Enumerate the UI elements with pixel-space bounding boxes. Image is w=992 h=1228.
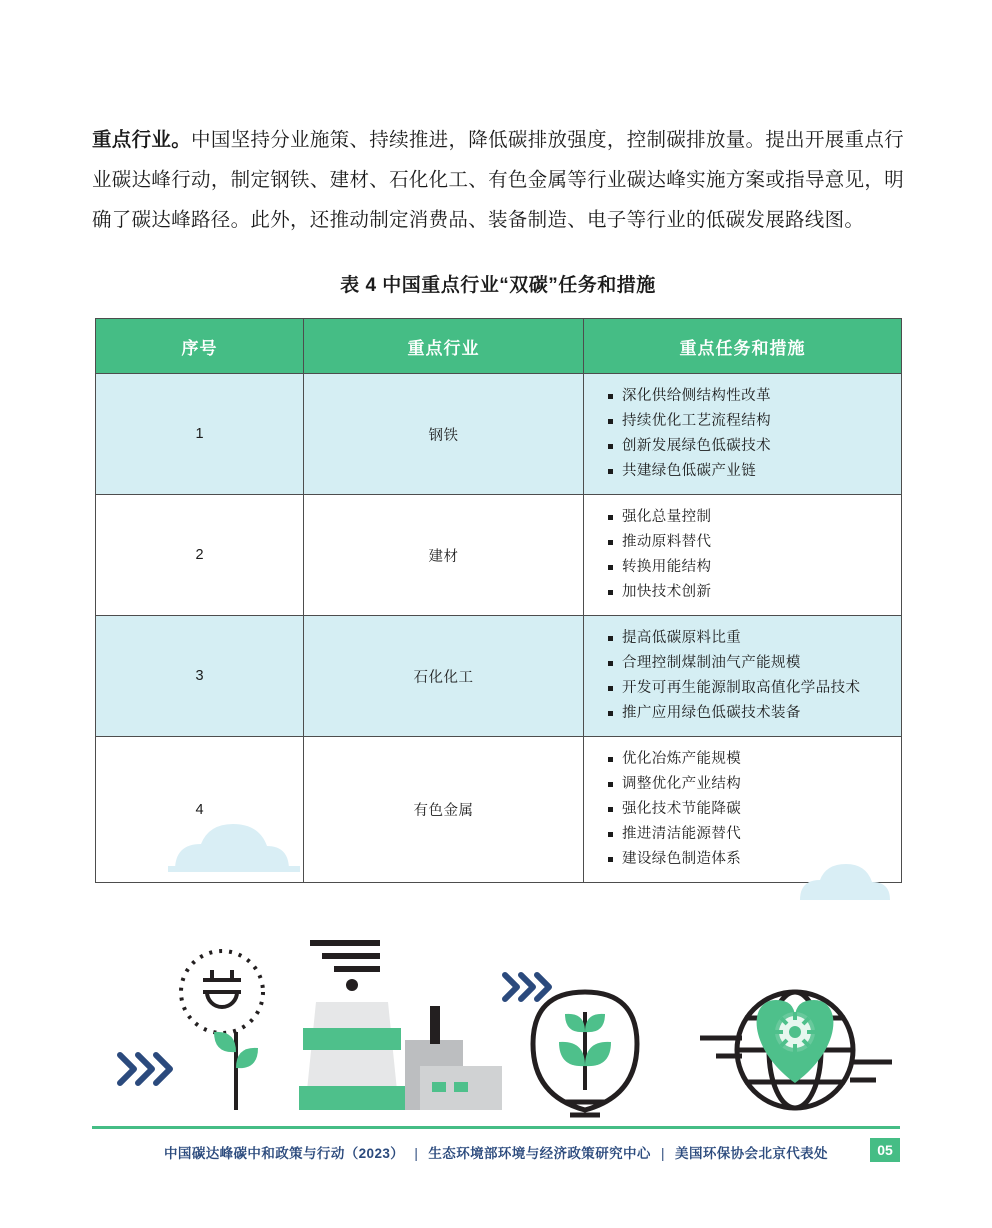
table-wrapper [95, 318, 901, 883]
cell-number: 2 [96, 495, 304, 616]
table-row [96, 495, 902, 616]
cell-industry: 有色金属 [304, 737, 584, 883]
task-item: 创新发展绿色低碳技术 [606, 434, 891, 459]
task-item: 推进清洁能源替代 [606, 822, 891, 847]
task-item: 强化技术节能降碳 [606, 797, 891, 822]
col-header-tasks: 重点任务和措施 [584, 319, 902, 374]
task-item: 深化供给侧结构性改革 [606, 384, 891, 409]
col-header-industry: 重点行业 [304, 319, 584, 374]
table-row [96, 374, 902, 495]
footer-text [0, 1142, 992, 1162]
cell-industry: 钢铁 [304, 374, 584, 495]
task-item: 开发可再生能源制取高值化学品技术 [606, 676, 891, 701]
page-footer [0, 1126, 992, 1186]
footer-title: 中国碳达峰碳中和政策与行动（2023） [164, 1146, 405, 1161]
task-item: 持续优化工艺流程结构 [606, 409, 891, 434]
task-list [606, 384, 891, 484]
table-caption: 表 4 中国重点行业“双碳”任务和措施 [340, 275, 656, 296]
task-item: 合理控制煤制油气产能规模 [606, 651, 891, 676]
paragraph-lead: 重点行业。 [92, 128, 192, 151]
plug-lamp-icon [181, 951, 263, 1110]
chevron-right-icon [505, 975, 549, 999]
footer-org-1: 生态环境部环境与经济政策研究中心 [428, 1146, 651, 1161]
key-industries-table [95, 318, 902, 883]
factory-icon [299, 940, 502, 1110]
cell-tasks [584, 495, 902, 616]
task-item: 强化总量控制 [606, 505, 891, 530]
footer-divider [92, 1126, 900, 1129]
cloud-icon [168, 824, 300, 872]
table-header-row [96, 319, 902, 374]
body-paragraph [92, 120, 904, 240]
col-header-number: 序号 [96, 319, 304, 374]
chevron-right-icon [120, 1055, 170, 1083]
task-list [606, 626, 891, 726]
cell-tasks [584, 616, 902, 737]
task-item: 推动原料替代 [606, 530, 891, 555]
cell-number: 3 [96, 616, 304, 737]
cell-industry: 石化化工 [304, 616, 584, 737]
cloud-icon [800, 864, 890, 900]
cell-number: 1 [96, 374, 304, 495]
task-item: 加快技术创新 [606, 580, 891, 605]
task-item: 优化冶炼产能规模 [606, 747, 891, 772]
task-item: 共建绿色低碳产业链 [606, 459, 891, 484]
lightbulb-leaf-icon [533, 992, 637, 1115]
page-number-badge: 05 [870, 1138, 900, 1162]
task-item: 转换用能结构 [606, 555, 891, 580]
cell-tasks [584, 374, 902, 495]
task-item: 推广应用绿色低碳技术装备 [606, 701, 891, 726]
task-item: 建设绿色制造体系 [606, 847, 891, 872]
footer-org-2: 美国环保协会北京代表处 [675, 1146, 828, 1161]
paragraph-text: 中国坚持分业施策、持续推进，降低碳排放强度，控制碳排放量。提出开展重点行业碳达峰行动，制定钢铁、建材、石化化工、有色金属等行业碳达峰实施方案或指导意见，明确了碳达峰路径。此外，还推动制定消费品、装备制造、电子等行业的低碳发展路线图。 [92, 128, 904, 231]
task-item: 提高低碳原料比重 [606, 626, 891, 651]
illustration-footer-graphic [0, 800, 992, 1140]
cell-number: 4 [96, 737, 304, 883]
cell-industry: 建材 [304, 495, 584, 616]
globe-heart-gear-icon [700, 992, 892, 1108]
footer-separator: | [414, 1146, 419, 1161]
table-row [96, 616, 902, 737]
footer-separator: | [660, 1146, 665, 1161]
task-item: 调整优化产业结构 [606, 772, 891, 797]
task-list [606, 505, 891, 605]
